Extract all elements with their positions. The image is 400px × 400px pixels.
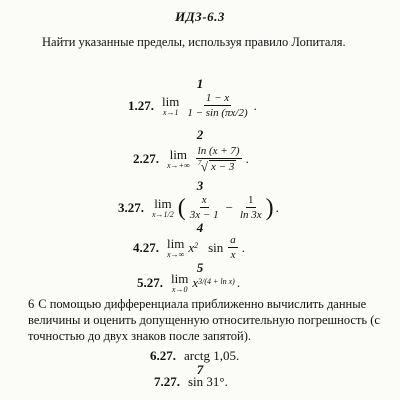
section-number-4: 4: [196, 220, 204, 235]
section-number-1: 1: [196, 76, 204, 91]
section-number-3: 3: [196, 178, 204, 193]
fraction: $\frac{1 - x}{1 - \sin (\pi x/2)}$: [187, 92, 248, 119]
limit-operator: lim x→+∞: [167, 147, 190, 171]
limit-operator: lim x→0: [171, 271, 189, 294]
section-number-5: 5: [196, 260, 204, 275]
root-sign: √ 7 x − 3: [197, 158, 235, 174]
problem-label: 7.27.: [154, 374, 180, 389]
problem-label: 6.27.: [150, 348, 176, 363]
limit-operator: lim x→1: [162, 93, 180, 117]
problem-7: 7.27. sin 31°.: [154, 374, 228, 389]
problem-6: 6.27. arctg 1,05.: [150, 348, 240, 363]
problem-label: 4.27.: [133, 239, 159, 255]
problem-label: 3.27.: [118, 199, 144, 215]
problem-3: 3.27. lim x→1/2 ( $\frac{x}{3x - 1}$ − $\frac{1}{\ln 3x}$ ) .: [118, 194, 279, 221]
section-number-2: 2: [196, 127, 204, 142]
limit-operator: lim x→∞: [167, 235, 185, 259]
task-6-text: 6 С помощью дифференциала приближенно вычислить данные величины и оценить допущенную относительную погрешность (с точностью до двух знаков после запятой).: [28, 297, 380, 343]
page-title: ИДЗ-6.3: [175, 9, 225, 24]
problem-label: 5.27.: [137, 275, 163, 290]
fraction-2: $\frac{1}{\ln 3x}$: [239, 194, 262, 221]
problem-1: 1.27. lim x→1 $\frac{1 - x}{1 - \sin (\pi x/2)}$ .: [128, 92, 257, 119]
problem-5: 5.27. lim x→0 x 3/(4 + ln x) .: [137, 271, 241, 294]
section-number-6: 6: [28, 297, 35, 311]
fraction: ln (x + 7) √ 7 x − 3: [197, 145, 240, 174]
problem-4: 4.27. lim x→∞ x 2 sin $\frac{a}{x}$ .: [133, 234, 246, 261]
problem-2: 2.27. lim x→+∞ ln (x + 7) √ 7 x − 3 .: [133, 145, 249, 174]
section-number-7: 7: [196, 362, 204, 377]
fraction-1: $\frac{x}{3x - 1}$: [189, 194, 219, 221]
intro-text: Найти указанные пределы, используя правило Лопиталя.: [42, 35, 346, 49]
limit-operator: lim x→1/2: [152, 195, 174, 219]
problem-label: 1.27.: [128, 97, 154, 113]
fraction: $\frac{a}{x}$: [230, 234, 236, 261]
problem-label: 2.27.: [133, 151, 159, 167]
